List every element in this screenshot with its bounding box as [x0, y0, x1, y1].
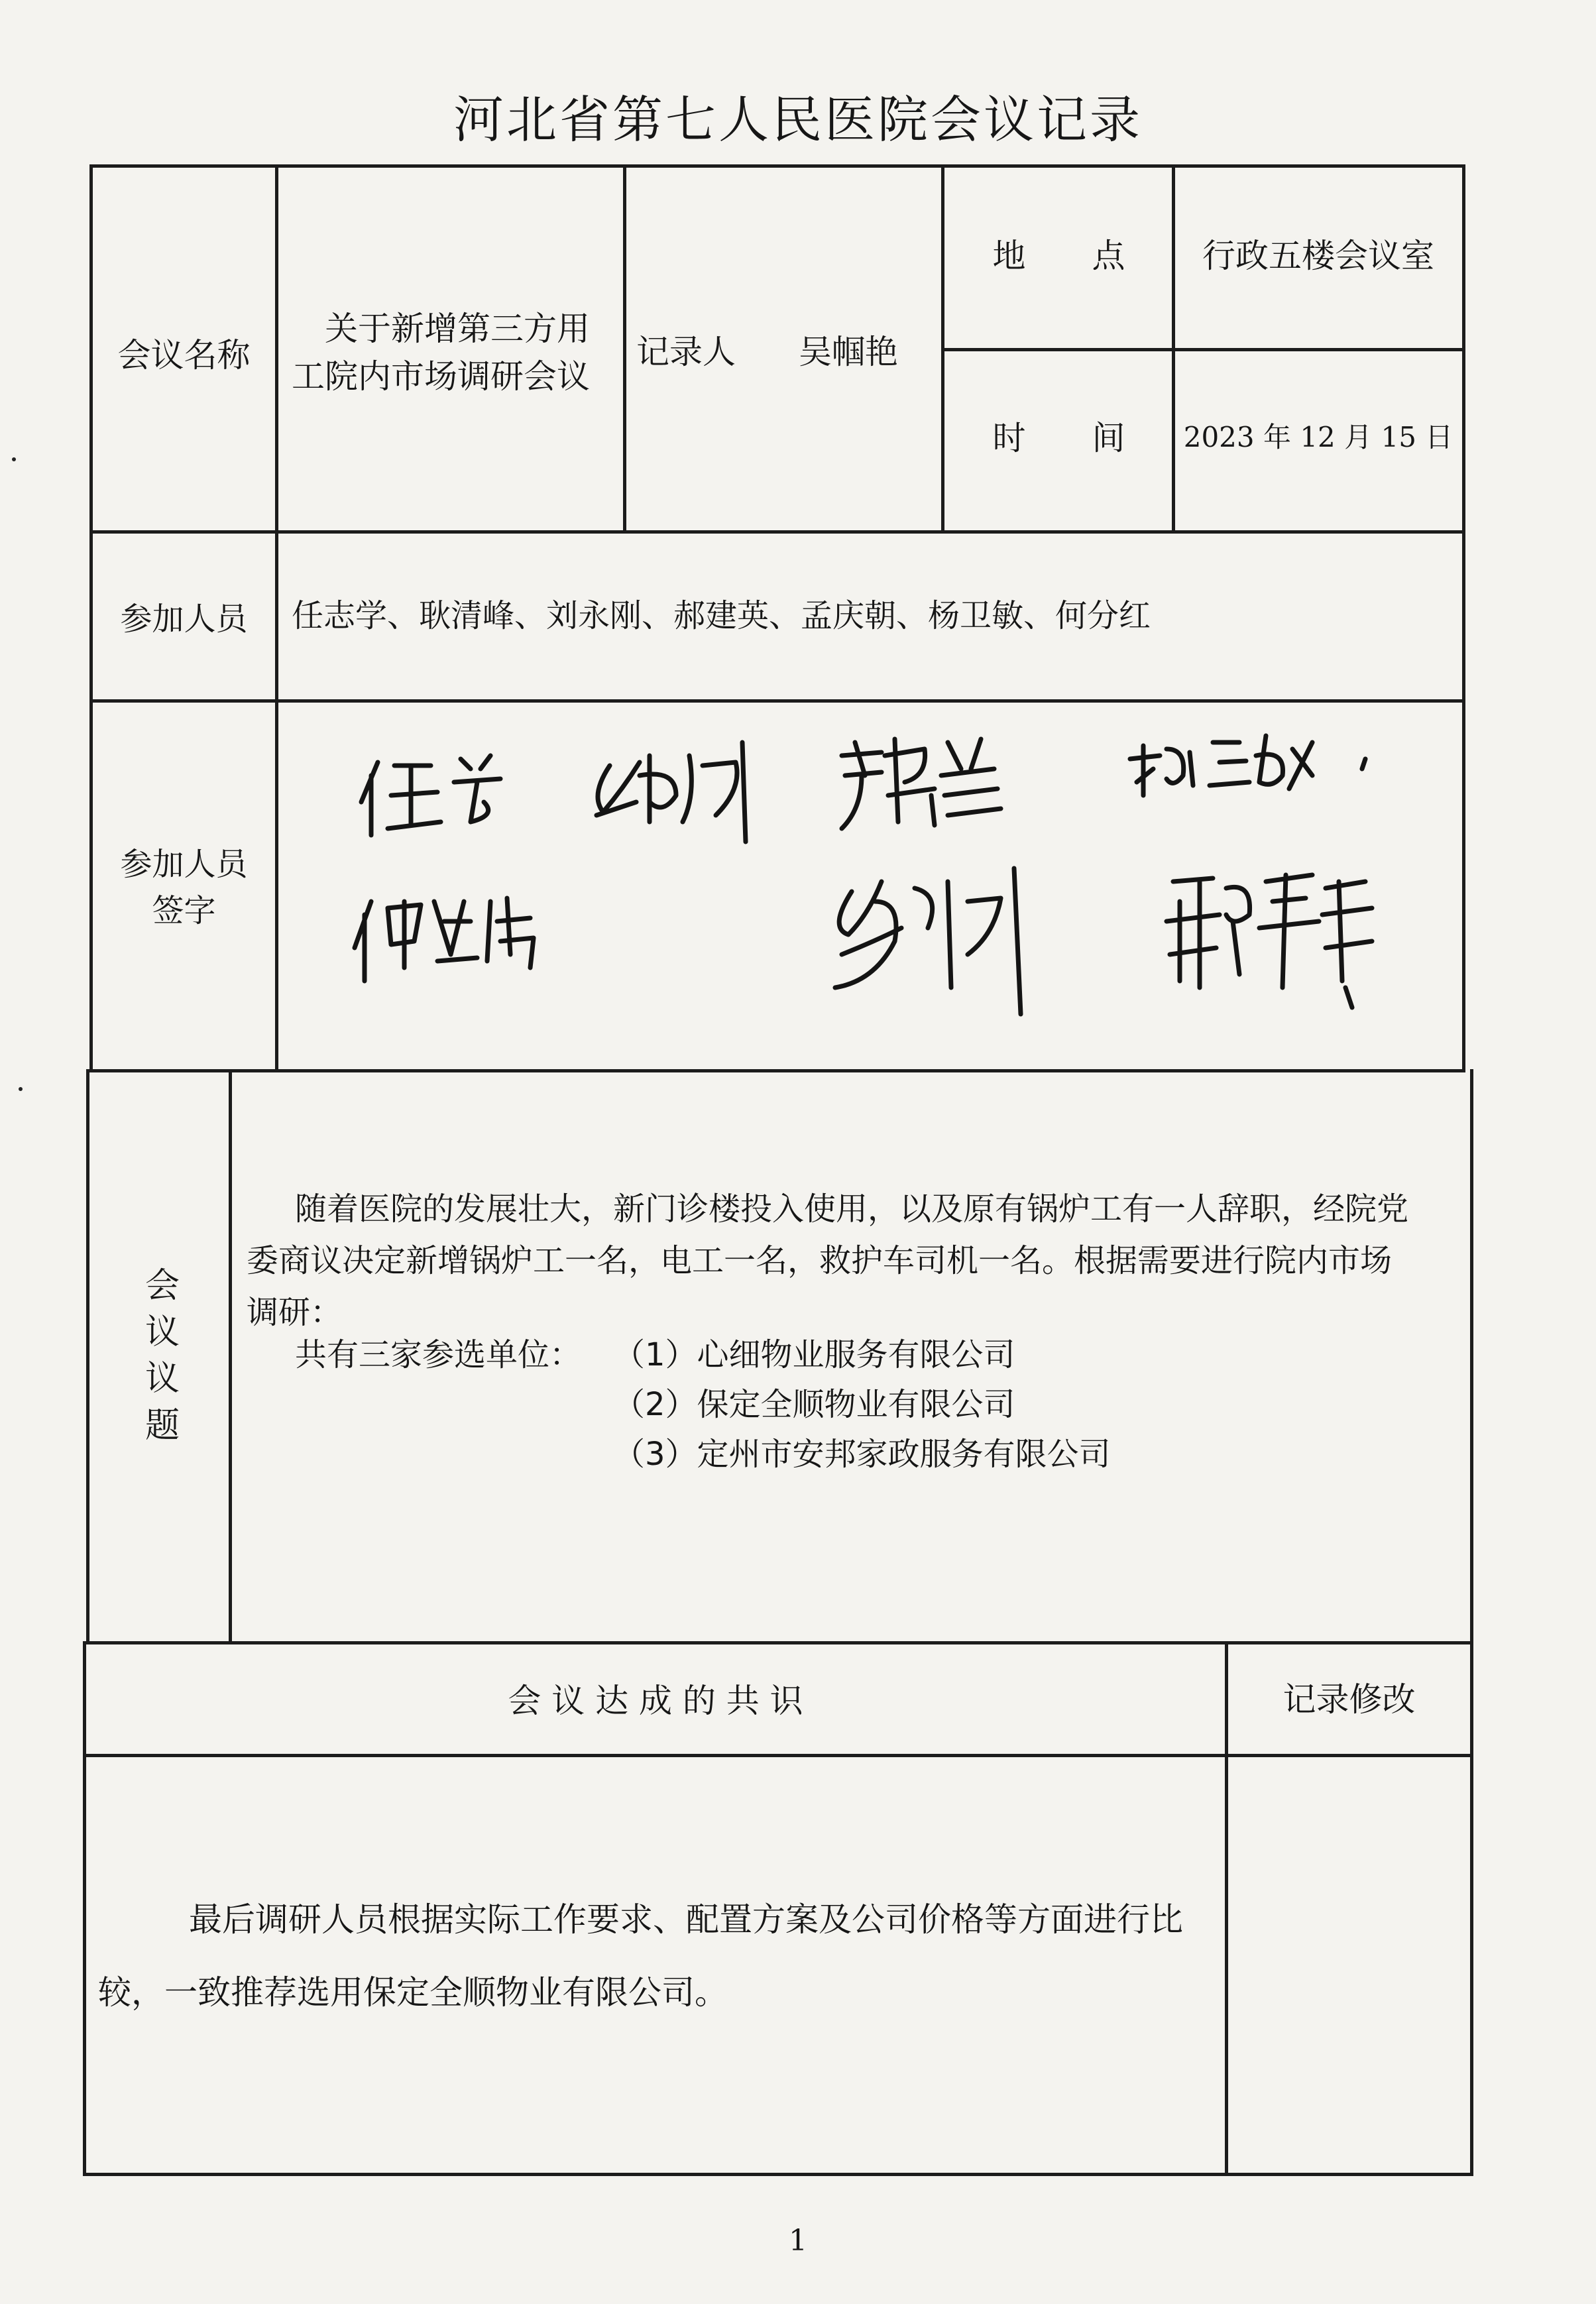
location-label: 地 点: [992, 237, 1125, 275]
signatures-label-line2: 签字: [152, 892, 216, 929]
meeting-name-line2: 工院内市场调研会议: [292, 357, 590, 396]
handwritten-signatures: [278, 703, 1461, 1067]
document-title: 河北省第七人民医院会议记录: [453, 90, 1143, 149]
revision-header: 记录修改: [1282, 1680, 1416, 1719]
attendees-label: 参加人员: [120, 601, 248, 638]
page-number: 1: [789, 2224, 807, 2258]
candidates-label: 共有三家参选单位：: [295, 1336, 582, 1373]
meeting-name-line1: 关于新增第三方用: [325, 310, 590, 348]
agenda-paragraph-line2: 委商议决定新增锅炉工一名，电工一名，救护车司机一名。根据需要进行院内市场: [247, 1242, 1393, 1279]
agenda-paragraph-line1: 随着医院的发展壮大，新门诊楼投入使用，以及原有锅炉工有一人辞职，经院党: [295, 1190, 1409, 1228]
signatures-label: [93, 842, 275, 934]
scan-speck: [12, 457, 16, 461]
time-value: 2023 年 12 月 15 日: [1183, 421, 1454, 453]
time-label: 时 间: [992, 419, 1125, 457]
candidate-item-3: （3）定州市安邦家政服务有限公司: [613, 1436, 1111, 1473]
signatures-label-line1: 参加人员: [120, 846, 248, 883]
agenda-paragraph-line3: 调研：: [247, 1294, 343, 1331]
signature-2: [597, 742, 746, 842]
agenda-label-char-1: 会: [144, 1266, 180, 1306]
signature-6: [835, 868, 1021, 1014]
signature-3: [842, 739, 1001, 829]
agenda-label-char-3: 议: [144, 1359, 180, 1399]
agenda-label: [123, 1263, 202, 1449]
recorder-name: 吴帼艳: [799, 333, 898, 371]
attendees-value: 任志学、耿清峰、刘永刚、郝建英、孟庆朝、杨卫敏、何分红: [292, 597, 1151, 634]
scan-speck: [19, 1087, 23, 1091]
signature-7: [1167, 875, 1372, 1008]
consensus-line1: 最后调研人员根据实际工作要求、配置方案及公司价格等方面进行比: [189, 1900, 1183, 1939]
meeting-name-label: 会议名称: [117, 336, 251, 374]
location-value: 行政五楼会议室: [1202, 237, 1434, 275]
signature-5: [355, 898, 534, 981]
consensus-header: 会 议 达 成 的 共 识: [508, 1682, 803, 1720]
agenda-label-char-2: 议: [144, 1312, 180, 1353]
candidate-item-2: （2）保定全顺物业有限公司: [613, 1386, 1015, 1423]
agenda-label-char-4: 题: [144, 1405, 180, 1446]
signature-1: [361, 756, 500, 835]
signature-4: [1130, 736, 1365, 795]
recorder-label: 记录人: [636, 333, 736, 371]
candidate-item-1: （1）心细物业服务有限公司: [613, 1336, 1015, 1373]
consensus-line2: 较，一致推荐选用保定全顺物业有限公司。: [98, 1973, 728, 2012]
